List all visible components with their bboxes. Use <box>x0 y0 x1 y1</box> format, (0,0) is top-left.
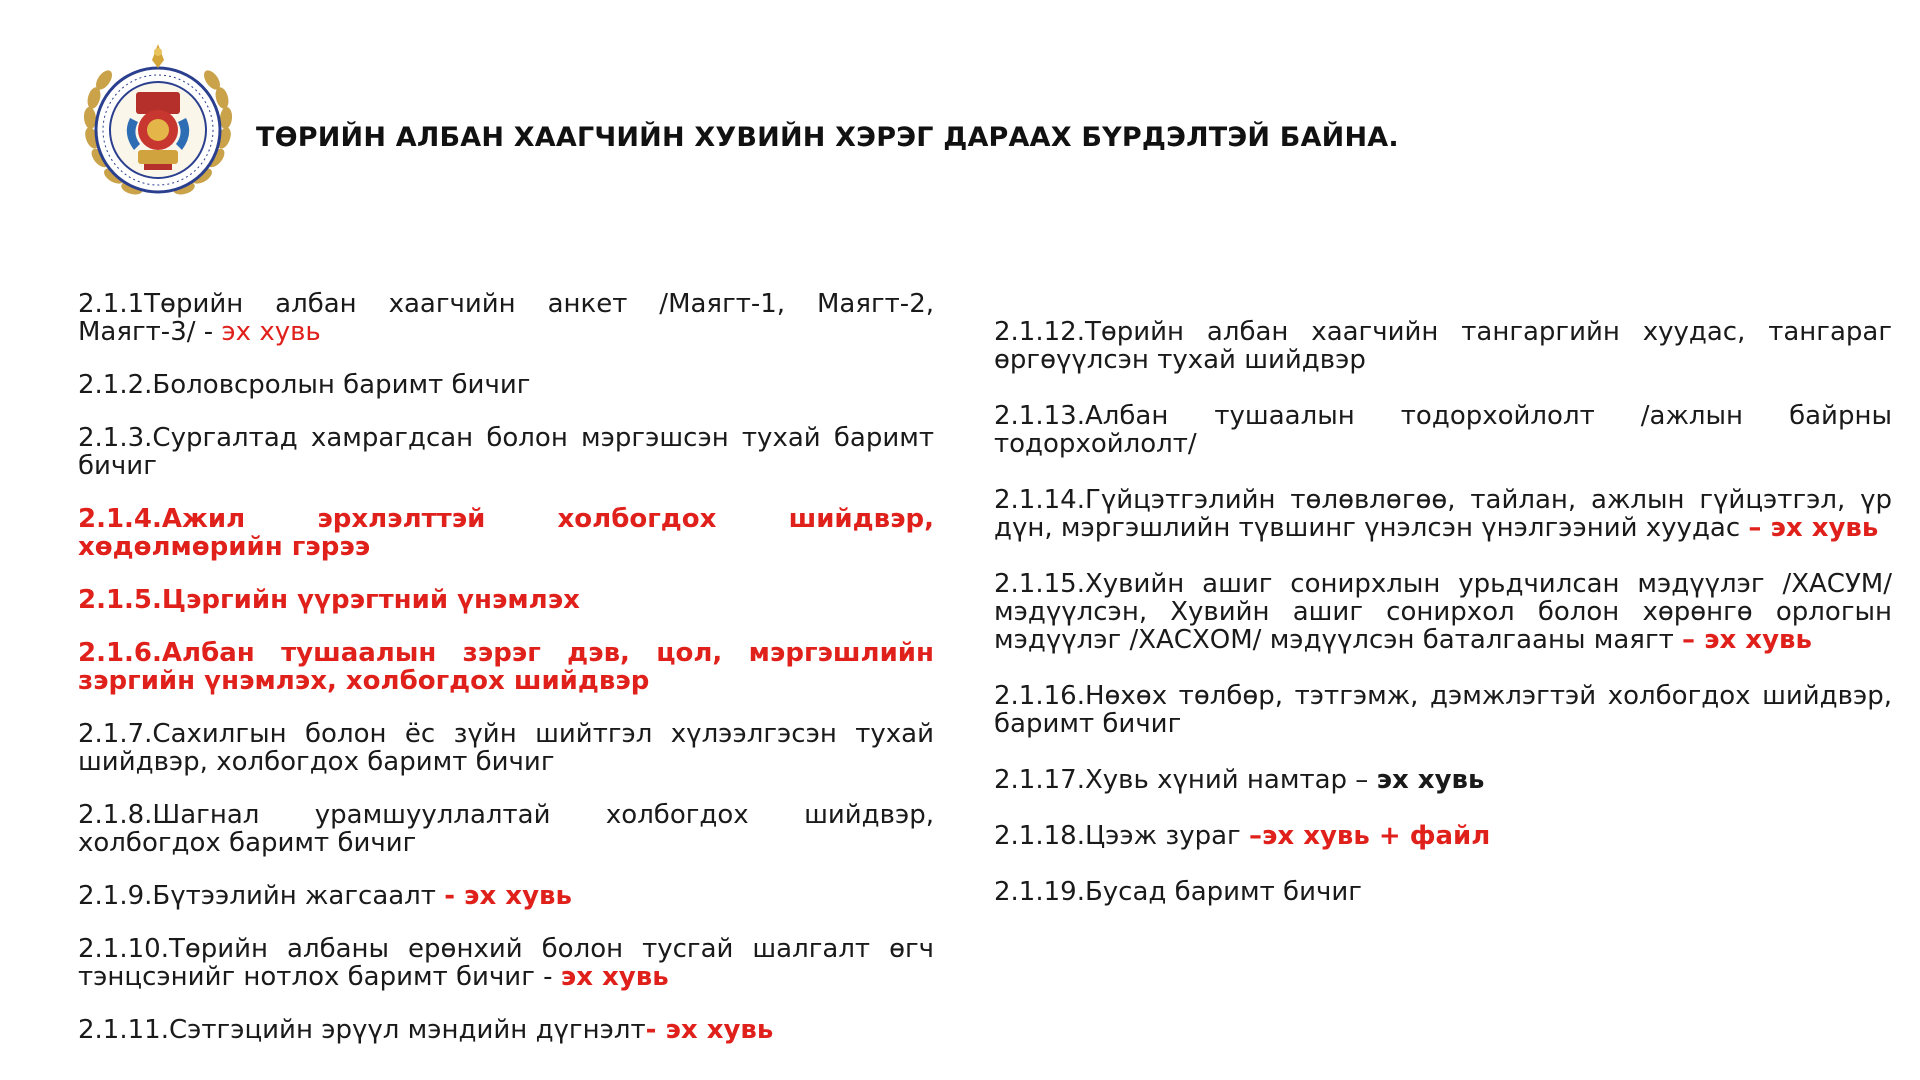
agency-emblem-icon <box>78 38 238 206</box>
list-item-2-1-8: 2.1.8.Шагнал урамшууллалтай холбогдох шийдвэр, холбогдох баримт бичиг <box>78 800 934 858</box>
list-item-2-1-9: 2.1.9.Бүтээлийн жагсаалт - эх хувь <box>78 881 572 911</box>
list-item-2-1-17: 2.1.17.Хувь хүний намтар – эх хувь <box>994 765 1485 795</box>
page-title: ТӨРИЙН АЛБАН ХААГЧИЙН ХУВИЙН ХЭРЭГ ДАРААХ БҮРДЭЛТЭЙ БАЙНА. <box>256 122 1399 153</box>
list-item-2-1-14: 2.1.14.Гүйцэтгэлийн төлөвлөгөө, тайлан, ажлын гүйцэтгэл, үр дүн, мэргэшлийн түвшинг үнэлсэн үнэлгээний хуудас – эх хувь <box>994 485 1892 543</box>
list-item-2-1-11: 2.1.11.Сэтгэцийн эрүүл мэндийн дүгнэлт- эх хувь <box>78 1015 774 1045</box>
list-item-2-1-15: 2.1.15.Хувийн ашиг сонирхлын урьдчилсан мэдүүлэг /ХАСУМ/ мэдүүлсэн, Хувийн ашиг сонирхол болон хөрөнгө орлогын мэдүүлэг /ХАСХОМ/ мэдүүлсэн баталгааны маягт – эх хувь <box>994 569 1892 655</box>
list-item-2-1-1: 2.1.1Төрийн албан хаагчийн анкет /Маягт-1, Маягт-2, Маягт-3/ - эх хувь <box>78 289 934 347</box>
list-item-2-1-13: 2.1.13.Албан тушаалын тодорхойлолт /ажлын байрны тодорхойлолт/ <box>994 401 1892 459</box>
list-item-2-1-7: 2.1.7.Сахилгын болон ёс зүйн шийтгэл хүлээлгэсэн тухай шийдвэр, холбогдох баримт бичиг <box>78 719 934 777</box>
list-item-2-1-3: 2.1.3.Сургалтад хамрагдсан болон мэргэшсэн тухай баримт бичиг <box>78 423 934 481</box>
list-item-2-1-5: 2.1.5.Цэргийн үүрэгтний үнэмлэх <box>78 585 580 615</box>
agency-logo <box>78 38 238 206</box>
list-item-2-1-16: 2.1.16.Нөхөх төлбөр, тэтгэмж, дэмжлэгтэй холбогдох шийдвэр, баримт бичиг <box>994 681 1892 739</box>
left-column <box>78 290 934 1069</box>
right-column <box>994 318 1892 934</box>
list-item-2-1-10: 2.1.10.Төрийн албаны ерөнхий болон тусгай шалгалт өгч тэнцсэнийг нотлох баримт бичиг - эх хувь <box>78 934 934 992</box>
list-item-2-1-12: 2.1.12.Төрийн албан хаагчийн тангаргийн хуудас, тангараг өргөүүлсэн тухай шийдвэр <box>994 317 1892 375</box>
list-item-2-1-6: 2.1.6.Албан тушаалын зэрэг дэв, цол, мэргэшлийн зэргийн үнэмлэх, холбогдох шийдвэр <box>78 638 934 696</box>
list-item-2-1-18: 2.1.18.Цээж зураг –эх хувь + файл <box>994 821 1491 851</box>
list-item-2-1-2: 2.1.2.Боловсролын баримт бичиг <box>78 370 531 400</box>
list-item-2-1-19: 2.1.19.Бусад баримт бичиг <box>994 877 1362 907</box>
list-item-2-1-4: 2.1.4.Ажил эрхлэлттэй холбогдох шийдвэр, хөдөлмөрийн гэрээ <box>78 504 934 562</box>
